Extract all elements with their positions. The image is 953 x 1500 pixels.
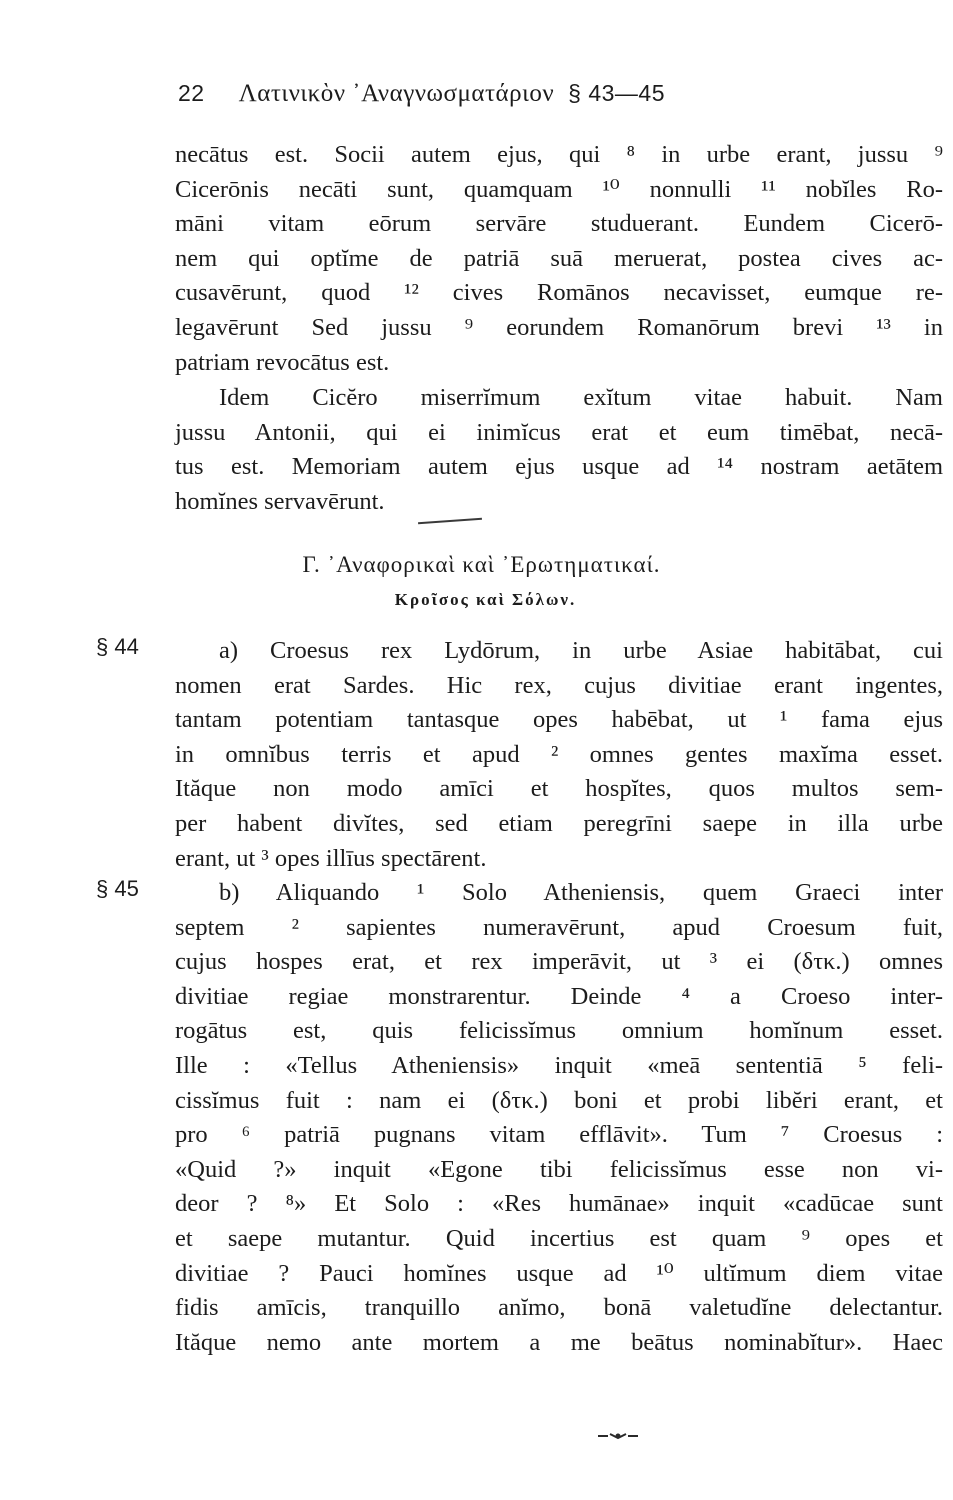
text-line: erant, ut ³ opes illīus spectārent. (175, 844, 487, 872)
text-line: cissĭmus fuit : nam ei (δτκ.) boni et probi libĕri erant, et (175, 1086, 943, 1114)
text-line: divitiae regiae monstrarentur. Deinde ⁴ a Croeso inter- (175, 982, 943, 1010)
text-line: pro ⁶ patriā pugnans vitam efflāvit». Tum ⁷ Croesus : (175, 1121, 943, 1149)
page-number: 22 (178, 80, 205, 106)
text-line: in omnĭbus terris et apud ² omnes gentes maxĭma esset. (175, 740, 943, 768)
text-line: tus est. Memoriam autem ejus usque ad ¹⁴ nostram aetātem (175, 453, 943, 481)
text-line: a) Croesus rex Lydōrum, in urbe Asiae habitābat, cui (219, 637, 943, 664)
text-line: Cicerōnis necāti sunt, quamquam ¹⁰ nonnulli ¹¹ nobĭles Ro- (175, 175, 943, 203)
text-line: «Quid ?» inquit «Egone tibi felicissĭmus esse non vi- (175, 1155, 943, 1183)
ornament-mark (596, 1432, 640, 1440)
section-range: § 43—45 (568, 80, 665, 106)
text-line: nem qui optĭme de patriā suā meruerat, postea cives ac- (175, 244, 943, 272)
paragraph-43-continuation (175, 138, 943, 380)
section-heading: Γ. ᾿Αναφορικαὶ καὶ ᾿Ερωτηματικαί. (302, 552, 661, 577)
text-line: divitiae ? Pauci homĭnes usque ad ¹⁰ ultĭmum diem vitae (175, 1259, 943, 1287)
section-marker-44: § 44 (96, 634, 139, 659)
text-line: Ităque non modo amīci et hospĭtes, quos multos sem- (175, 775, 943, 803)
text-line: cujus hospes erat, et rex imperāvit, ut ³ ei (δτκ.) omnes (175, 948, 943, 976)
text-line: septem ² sapientes numeravērunt, apud Croesum fuit, (175, 913, 943, 941)
text-line: deor ? ⁸» Et Solo : «Res humānae» inquit «cadūcae sunt (175, 1190, 943, 1218)
text-line: nomen erat Sardes. Hic rex, cujus divitiae erant ingentes, (175, 671, 943, 699)
text-line: legavērunt Sed jussu ⁹ eorundem Romanōrum brevi ¹³ in (175, 313, 943, 341)
text-line: per habent divĭtes, sed etiam peregrīni saepe in illa urbe (175, 809, 943, 837)
text-line: fidis amīcis, tranquillo anĭmo, bonā valetudĭne delectantur. (175, 1294, 943, 1322)
paragraph-cicero-death (175, 381, 943, 519)
text-line: patriam revocātus est. (175, 348, 390, 376)
text-line: necātus est. Socii autem ejus, qui ⁸ in urbe erant, jussu ⁹ (175, 141, 943, 168)
text-line: b) Aliquando ¹ Solo Atheniensis, quem Graeci inter (219, 879, 943, 906)
text-line: Ille : «Tellus Atheniensis» inquit «meā sententiā ⁵ feli- (175, 1051, 943, 1079)
text-line: māni vitam eōrum servāre studuerant. Eundem Cicerō- (175, 210, 943, 238)
text-line: Ităque nemo ante mortem a me beātus nominabĭtur». Haec (175, 1328, 943, 1356)
text-line: et saepe mutantur. Quid incertius est quam ⁹ opes et (175, 1224, 943, 1252)
section-marker-45: § 45 (96, 876, 139, 901)
text-line: tantam potentiam tantasque opes habēbat, ut ¹ fama ejus (175, 706, 943, 734)
running-title: Λατινικὸν ᾿Αναγνωσματάριον (238, 80, 555, 107)
text-line: Idem Cicĕro miserrĭmum exĭtum vitae habuit. Nam (219, 384, 943, 411)
story-title: Κροῖσος καὶ Σόλων. (394, 590, 577, 609)
text-line: rogātus est, quis felicissĭmus omnium homĭnum esset. (175, 1017, 943, 1045)
text-line: jussu Antonii, qui ei inimĭcus erat et eum timēbat, necā- (175, 418, 943, 446)
paragraph-45 (175, 876, 943, 1360)
text-line: homĭnes servavērunt. (175, 487, 385, 515)
text-line: cusavērunt, quod ¹² cives Romānos necavisset, eumque re- (175, 279, 943, 307)
running-header (178, 80, 798, 108)
paragraph-44 (175, 634, 943, 876)
